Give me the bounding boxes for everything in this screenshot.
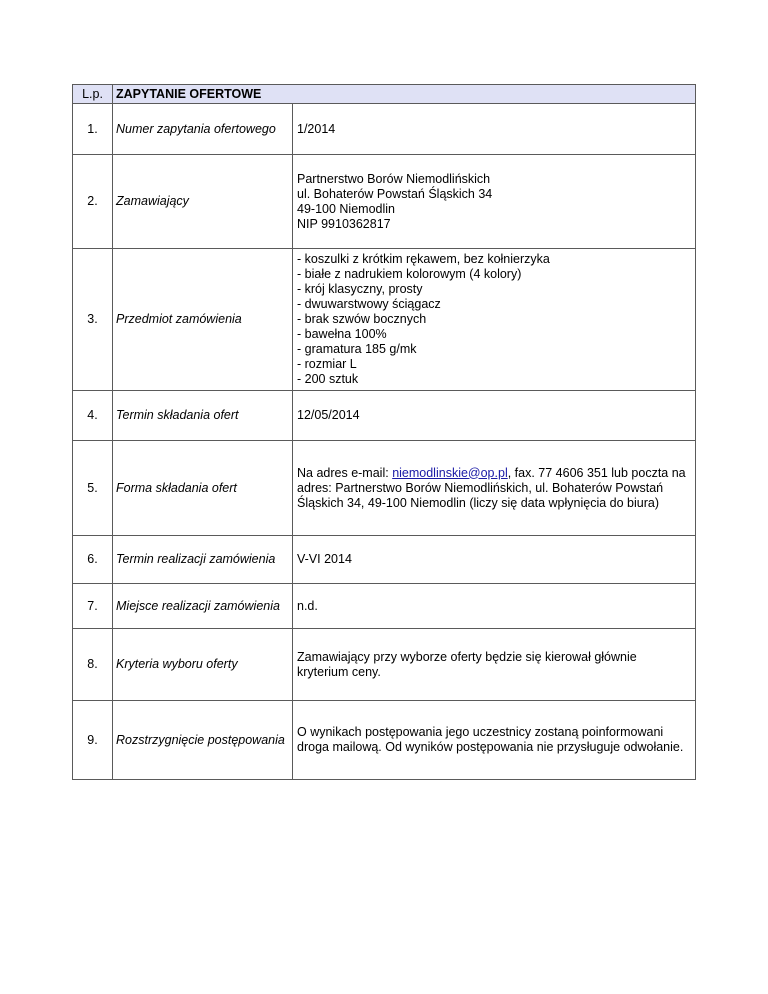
value-line: 49-100 Niemodlin: [297, 201, 395, 216]
row-number: 2.: [73, 155, 113, 249]
value-line: - białe z nadrukiem kolorowym (4 kolory): [297, 267, 522, 281]
row-label: Kryteria wyboru oferty: [113, 629, 293, 701]
table-row: [73, 536, 696, 584]
row-label: Numer zapytania ofertowego: [113, 104, 293, 155]
row-label: Zamawiający: [113, 155, 293, 249]
row-label: Termin realizacji zamówienia: [113, 536, 293, 584]
row-value: [293, 584, 696, 629]
value-line: - dwuwarstwowy ściągacz: [297, 297, 441, 311]
row-number: 5.: [73, 441, 113, 536]
offer-request-table: [72, 84, 696, 780]
row-number: 4.: [73, 391, 113, 441]
value-line: - krój klasyczny, prosty: [297, 282, 423, 296]
table-header-row: [73, 85, 696, 104]
row-number: 1.: [73, 104, 113, 155]
table-row: [73, 249, 696, 391]
row-value: [293, 249, 696, 391]
table-row: [73, 155, 696, 249]
row-label: Termin składania ofert: [113, 391, 293, 441]
row-label: Przedmiot zamówienia: [113, 249, 293, 391]
value-line: n.d.: [297, 598, 318, 613]
value-line: ul. Bohaterów Powstań Śląskich 34: [297, 186, 493, 201]
email-link[interactable]: niemodlinskie@op.pl: [392, 465, 508, 480]
row-label: Rozstrzygnięcie postępowania: [113, 701, 293, 780]
row-number: 3.: [73, 249, 113, 391]
table-row: [73, 391, 696, 441]
row-number: 6.: [73, 536, 113, 584]
table-row: [73, 441, 696, 536]
row-label: Forma składania ofert: [113, 441, 293, 536]
row-number: 7.: [73, 584, 113, 629]
table-row: [73, 629, 696, 701]
value-line: Zamawiający przy wyborze oferty będzie się kierował głównie kryterium ceny.: [297, 649, 637, 679]
value-line: Partnerstwo Borów Niemodlińskich: [297, 171, 491, 186]
row-value: [293, 536, 696, 584]
value-line: - rozmiar L: [297, 357, 357, 371]
value-line: - koszulki z krótkim rękawem, bez kołnierzyka: [297, 252, 550, 266]
value-text: , fax. 77 4606 351 lub poczta na adres: Partnerstwo Borów Niemodlińskich, ul. Bohaterów Powstań Śląskich 34, 49-100 Niemodlin (liczy się data wpłynięcia do biura): [297, 465, 686, 510]
table-row: [73, 584, 696, 629]
row-value: [293, 391, 696, 441]
value-line: - bawełna 100%: [297, 327, 387, 341]
value-line: 12/05/2014: [297, 408, 360, 422]
row-label: Miejsce realizacji zamówienia: [113, 584, 293, 629]
table-row: [73, 701, 696, 780]
row-value: [293, 629, 696, 701]
value-line: - 200 sztuk: [297, 372, 359, 386]
row-value: [293, 441, 696, 536]
value-line: - gramatura 185 g/mk: [297, 342, 417, 356]
value-line: 1/2014: [297, 121, 336, 136]
value-line: O wynikach postępowania jego uczestnicy zostaną poinformowani droga mailową. Od wyników postępowania nie przysługuje odwołanie.: [297, 725, 684, 754]
value-line: NIP 9910362817: [297, 216, 391, 231]
value-text: Na adres e-mail:: [297, 465, 393, 480]
row-value: [293, 104, 696, 155]
value-line: V-VI 2014: [297, 552, 352, 566]
row-number: 9.: [73, 701, 113, 780]
value-line: - brak szwów bocznych: [297, 312, 427, 326]
row-value: [293, 155, 696, 249]
table-title: ZAPYTANIE OFERTOWE: [113, 85, 696, 104]
row-value: [293, 701, 696, 780]
column-header-lp: L.p.: [73, 85, 113, 104]
table-row: [73, 104, 696, 155]
row-number: 8.: [73, 629, 113, 701]
